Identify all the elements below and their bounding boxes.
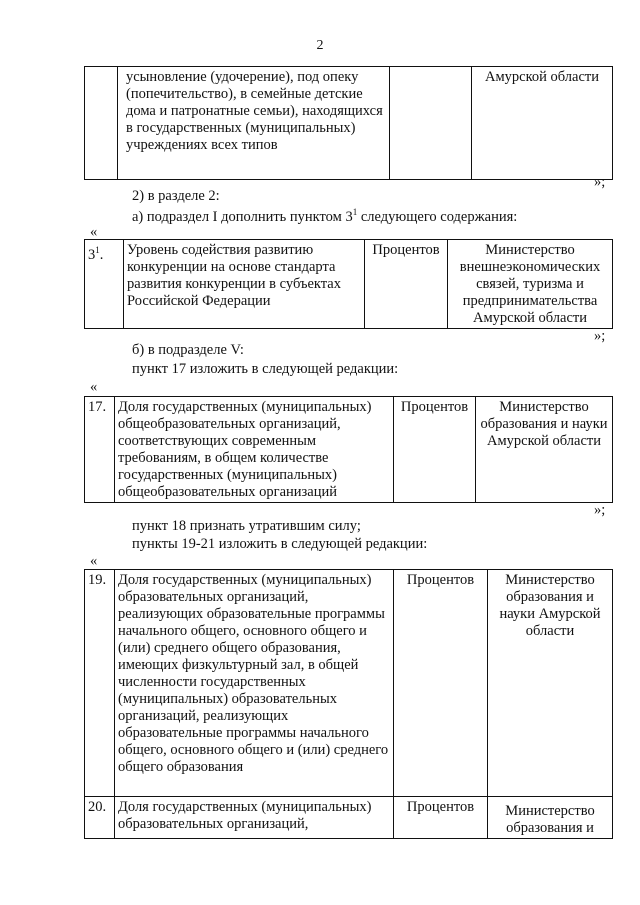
subsection-5-heading: б) в подразделе V: <box>132 342 244 358</box>
subsection-1-instruction <box>132 207 517 226</box>
opening-quote: « <box>90 553 98 569</box>
row-number-cell <box>85 67 118 180</box>
opening-quote: « <box>90 379 98 395</box>
table-row-3-1 <box>84 239 613 329</box>
items-19-21-instruction: пункты 19-21 изложить в следующей редакции: <box>132 536 428 552</box>
table-row-17 <box>84 396 613 503</box>
opening-quote: « <box>90 224 98 240</box>
item-17-instruction: пункт 17 изложить в следующей редакции: <box>132 361 399 377</box>
instruction-superscript: 1 <box>352 207 358 217</box>
row-text-cell: Уровень содействия развитию конкуренции на основе стандарта развития конкуренции в субъектах Российской Федерации <box>124 240 365 329</box>
row-text-cell: усыновление (удочерение), под опеку (попечительство), в семейные детские дома и патронатные семьи), находящихся в государственных (муниципальных) учреждениях всех типов <box>118 67 390 180</box>
row-ministry-cell: Министерство образования и <box>488 797 613 839</box>
row-unit-cell: Процентов <box>394 570 488 797</box>
row-number-cell: 20. <box>85 797 115 839</box>
table-rows-19-20 <box>84 569 613 839</box>
closing-quote: »; <box>594 502 606 518</box>
row-number: 3 <box>88 246 96 263</box>
table-row <box>85 240 613 329</box>
row-unit-cell: Процентов <box>394 797 488 839</box>
section-2-heading: 2) в разделе 2: <box>132 188 220 204</box>
row-unit-cell: Процентов <box>365 240 448 329</box>
table-row <box>85 797 613 839</box>
table-row <box>85 570 613 797</box>
item-18-instruction: пункт 18 признать утратившим силу; <box>132 518 361 534</box>
row-number-cell: 19. <box>85 570 115 797</box>
row-text-cell: Доля государственных (муниципальных) общеобразовательных организаций, соответствующих современным требованиям, в общем количестве государственных (муниципальных) общеобразовательных организаций <box>115 397 394 503</box>
table-top <box>84 66 613 180</box>
closing-quote: »; <box>594 328 606 344</box>
instruction-text: а) подраздел I дополнить пунктом 3 <box>132 208 353 225</box>
row-unit-cell: Процентов <box>394 397 476 503</box>
row-ministry-cell: Министерство образования и науки Амурской области <box>476 397 613 503</box>
row-number-superscript: 1 <box>95 245 100 255</box>
row-text-cell: Доля государственных (муниципальных) образовательных организаций, <box>115 797 394 839</box>
closing-quote: »; <box>594 174 606 190</box>
row-unit-cell <box>390 67 472 180</box>
table-row <box>85 397 613 503</box>
row-ministry-cell: Амурской области <box>472 67 613 180</box>
row-number-cell: 17. <box>85 397 115 503</box>
row-ministry-cell: Министерство образования и науки Амурской области <box>488 570 613 797</box>
page-number: 2 <box>316 38 324 53</box>
instruction-text-end: следующего содержания: <box>357 208 518 225</box>
row-number-cell <box>85 240 124 329</box>
table-row <box>85 67 613 180</box>
row-number-suffix: . <box>99 246 104 263</box>
row-ministry-cell: Министерство внешнеэкономических связей, туризма и предпринимательства Амурской области <box>448 240 613 329</box>
row-text-cell: Доля государственных (муниципальных) образовательных организаций, реализующих образовательные программы начального общего, основного общего и (или) среднего общего образования, имеющих физкультурный зал, в общей численности государственных (муниципальных) образовательных организаций, реализующих образовательные программы начального общего, основного общего и (или) среднего общего образования <box>115 570 394 797</box>
